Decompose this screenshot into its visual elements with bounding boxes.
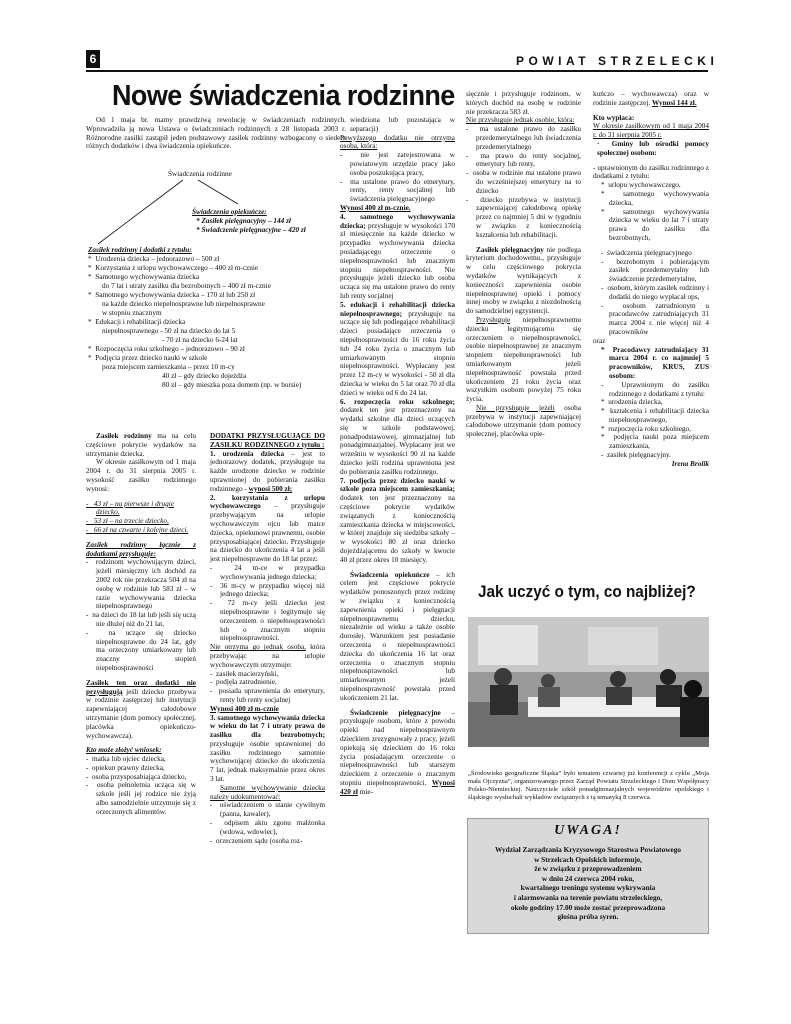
allow-item: - 70 zł na dziecko 6-24 lat: [162, 336, 238, 344]
allow-item: * Rozpoczęcia roku szkolnego – jednorazowo – 90 zł: [88, 345, 245, 353]
care-item: * Świadczenie pielęgnacyjne – 420 zł: [196, 226, 306, 234]
allow-item: do 7 lat i utraty zasiłku dla bezrobotnych – 400 zł m-cznie: [102, 282, 271, 290]
page-number: 6: [86, 50, 100, 68]
notice-title: UWAGA!: [554, 823, 622, 838]
care-title: Świadczenia opiekuńcze:: [192, 208, 267, 216]
author: Irena Brolik: [671, 459, 709, 468]
benefits-diagram: [88, 170, 360, 420]
column-3: wiedziona lub pozostająca w separacji) Powyższego dodatku nie otrzyma osoba, która: - nie jest zarejestrowana w powiatowym urzędzie pracy jako osoba poszukująca pracy, - ma ustalone prawo do emerytury, renty, renty socjalnej lub świadczenia pielęgnacyjnego Wynosi 400 zł m-cznie. 4. samotnego wychowywania dziecka; przysługuje w wysokości 170 zł miesięcznie na każde dziecko w przypadku wychowywania dziecka posiadającego orzeczenie o niepełnosprawności lub znacznym stopniu niepełnosprawności. Nie przysługuje jeżeli dziecko lub osoba ucząca się ma ustalone prawo do renty lub renty socjalnej 5. edukacji i rehabilitacji dziecka niepełnosprawnego; przysługuje na uczące się lub podlegające rehabilitacji dzieci posiadające orzeczenia o niepełnosprawności do 16 roku życia lub 24 roku życia o znacznym lub umiarkowanym stopniu niepełnosprawności. Wypłacany jest przez 12 m-cy w wysokości - 50 zł dla dziecka w wieku do 5 lat oraz 70 zł dla dzieci w wieku od 6 do 24 lat. 6. rozpoczęcia roku szkolnego; dodatek ten jest przeznaczony na wydatki szkolne dla dzieci uczących się w szkole podstawowej, ponadpodstawowej, gimnazjalnej lub ponadgimnazjalnej. Wypłacany jest we wrześniu w wysokości 90 zł na każde dziecko jeśli rodzina uprawniona jest do pobierania zasiłku rodzinnego. 7. podjęcia przez dziecko nauki w szkole poza miejscem zamieszkania; dodatek ten jest przeznaczony na częściowe pokrycie wydatków związanych z koniecznością zamieszkania dziecka w miejscowości, w której znajduje się siedziba szkoły – w wysokości 80 zł oraz dziecko dojeżdżającemu do szkoły w kwocie 40 zł przez okres 10 miesięcy. Świadczenia opiekuńcze – ich celem jest częściowe pokrycie wydatków ponoszonych przez rodzinę w związku z koniecznością zapewnienia opieki i pielęgnacji niepełnosprawnemu dziecku, niezależnie od wieku a także osobie dorosłej. Warunkiem jest posiadanie orzeczenia o niepełnosprawności dziecka do ukończenia 16 lat oraz orzeczenia o znacznym stopniu niepełnosprawności lub umiarkowanym jeżeli niepełnosprawność powstała przed ukończeniem 21 lat. Świadczenie pielęgnacyjne – przysługuje osobom, które z powodu opieki nad niepełnosprawnym dzieckiem zrezygnowały z pracy, jeżeli opiekują się dzieckiem do 16 roku życia posiadającym orzeczenie o niepełnosprawności lub starszym dzieckiem z orzeczenie o znacznym stopniu niepełnosprawności. Wynosi 420 zł mie-: [340, 116, 456, 796]
intro-paragraph: Od 1 maja br. mamy prawdziwą rewolucję w świadczeniach rodzinnych. Wprowadziła ją nowa Ustawa o świadczeniach rodzinnych z 28 listopada 2003 r. Różnorodne zasiłki zastąpił jeden podstawowy zasiłek rodzinny wzbogacony o siedem różnych dodatków i dwa świadczenia opiekuńcze.: [86, 116, 346, 151]
allow-item: * Urodzenia dziecka – jednorazowo – 500 zł: [88, 255, 220, 263]
allow-item: * Samotnego wychowywania dziecka: [88, 273, 200, 281]
allow-item: na każde dziecko niepełnosprawne lub niepełnosprawne: [102, 300, 265, 308]
article-title: Nowe świadczenia rodzinne: [112, 80, 455, 112]
allow-title: Zasiłek rodzinny i dodatki z tytułu:: [88, 246, 192, 254]
care-item: * Zasiłek pielęgnacyjny – 144 zł: [196, 217, 291, 225]
conference-photo: [468, 617, 709, 747]
allow-item: * Podjęcia przez dziecko nauki w szkole: [88, 354, 208, 362]
allow-item: w stopniu znacznym: [102, 309, 162, 317]
column-5: kuńczo – wychowawcza) oraz w rodzinie zastępczej. Wynosi 144 zł. Kto wypłaca: W okresie zasiłkowym od 1 maja 2004 r. do 31 sierpnia 2005 r. · Gminy lub ośrodki pomocy społecznej osobom: - uprawnionym do zasiłku rodzinnego z dodatkami z tytułu: * urlopu wychowawczego, * samotnego wychowywania dziecka, * samotnego wychowywania dziecka w wieku do lat 7 i utraty prawa do zasiłku dla bezrobotnych, - świadczenia pielęgnacyjnego - bezrobotnym i pobierającym zasiłek przedemerytalny lub świadczenie przedemerytalne, - osobom, którym zasiłek rodzinny i dodatki do niego wypłacał ops, - osobom zatrudnionym u pracodawców zatrudniających 31 marca 2004 r. nie więcej niż 4 pracowników oraz * Pracodawcy zatrudniający 31 marca 2004 r. co najmniej 5 pracowników, KRUS, ZUS osobom: - Uprawnionym do zasiłku rodzinnego z dodatkami z tytułu: * urodzenia dziecka, * kształcenia i rehabilitacji dziecka niepełnosprawnego, * rozpoczęcia roku szkolnego, * podjęcia nauki poza miejscem zamieszkania, - zasiłek pielęgnacyjny. Irena Brolik: [593, 90, 710, 468]
allow-item: poza miejscem zamieszkania – przez 10 m-cy: [102, 363, 235, 371]
allow-item: 40 zł – gdy dziecko dojeżdża: [162, 372, 247, 380]
column-2: DODATKI PRZYSŁUGUJĄCE DO ZASIŁKU RODZINNEGO z tytułu : 1. urodzenia dziecka – jest to jednorazowy dodatek, przysługuje na każde urodzone dziecko w rodzinie uprawnionej do pobierania zasiłku rodzinnego - wynosi 500 zł; 2. korzystania z urlopu wychowawczego – przysługuje przebywającym na urlopie wychowawczym ojcu lub matce dziecka, opiekunowi prawnemu, osobie przysposabiającej dziecko. Przysługuje na dziecko do ukończenia 4 lat a jeśli jest niepełnosprawne do 18 lat przez: - 24 m-ce w przypadku wychowywania jednego dziecka; - 36 m-cy w przypadku więcej niż jednego dziecka; - 72 m-cy jeśli dziecko jest niepełnosprawne i legitymuje się orzeczeniem o niepełnosprawności lub o znacznym stopniu niepełnosprawności. Nie otrzyma go jednak osoba, która przebywając na urlopie wychowawczym otrzymuje: - zasiłek macierzyński, - podjęła zatrudnienie, - posiada uprawnienia do emerytury, renty lub renty socjalnej Wynosi 400 zł m-cznie 3. samotnego wychowywania dziecka w wieku do lat 7 i utraty prawa do zasiłku dla bezrobotnych; przysługuje osobie uprawnionej do zasiłku rodzinnego samotnie wychowującej dziecko do ukończenia 7 lat, jednak maksymalnie przez okres 3 lat. Samotne wychowywanie dziecka należy udokumentować: - oświadczeniem o stanie cywilnym (panna, kawaler), - odpisem aktu zgonu małżonka (wdowa, wdowiec), - orzeczeniem sądu (osoba roz-: [210, 432, 326, 845]
notice-box: [467, 818, 709, 934]
running-head: POWIAT STRZELECKI: [516, 54, 719, 68]
photo-caption: „Środowisko geograficzne Śląska” było tematem czwartej już konferencji z cyklu „Moja mała Ojczyzna”, organizowanego przez Zarząd Powiatu Strzeleckiego i Dom Współpracy Polsko-Niemieckiej. Nauczyciele szkół ponadgimnazjalnych województw opolskiego i śląskiego wysłuchali wykładów związanych z tą tematyką 8 czerwca.: [468, 770, 709, 801]
allow-list: [88, 255, 360, 390]
diagram-root: Świadczenia rodzinne: [168, 170, 232, 178]
article2-title: Jak uczyć o tym, co najbliżej?: [478, 582, 696, 601]
allow-item: * Edukacji i rehabilitacji dziecka: [88, 318, 186, 326]
allow-item: niepełnosprawnego - 50 zł na dziecko do lat 5: [102, 327, 236, 335]
notice-text: Wydział Zarządzania Kryzysowego Starostwa Powiatowego w Strzelcach Opolskich informuje, że w związku z przeprowadzeniem w dniu 24 czerwca 2004 roku, kwartalnego treningu systemu wykrywania i alarmowania na terenie powiatu strzeleckiego, około godziny 17.00 może zostać przeprowadzona głośna próba syren.: [494, 845, 682, 922]
allow-item: * Korzystania z urlopu wychowawczego – 400 zł m-cznie: [88, 264, 259, 272]
header-rule: [86, 70, 708, 72]
allow-item: * Samotnego wychowywania dziecka – 170 zł lub 250 zł: [88, 291, 256, 299]
column-1: Zasiłek rodzinny ma na celu częściowe pokrycie wydatków na utrzymanie dziecka. W okresie zasiłkowym od 1 maja 2004 r. do 31 sierpnia 2005 r. wysokość zasiłku rodzinnego wynosi: - 43 zł – na pierwsze i drugie dziecko, - 53 zł – na trzecie dziecko, - 66 zł na czwarte i kolejne dzieci. Zasiłek rodzinny łącznie z dodatkami przysługuje: - rodzinom wychowującym dzieci, jeżeli miesięczny ich dochód za 2002 rok nie przekracza 504 zł na osobę w rodzinie lub 583 zł – w razie wychowywania dziecka niepełnosprawnego - na dzieci do 18 lat lub jeśli się uczą nie dłużej niż do 21 lat, - na uczące się dziecko niepełnosprawne do 24 lat, gdy ma orzeczony umiarkowany lub znaczny stopień niepełnosprawności Zasiłek ten oraz dodatki nie przysługują jeśli dziecko przebywa w rodzinie zastępczej lub instytucji zapewniającej całodobowe utrzymanie (dom pomocy społecznej, placówka opiekuńczo-wychowawcza). Kto może złożyć wniosek: - matka lub ojciec dziecka, - opiekun prawny dziecka, - osoba przysposabiająca dziecko, - osoba pełnoletnia ucząca się w szkole jeśli jej rodzice nie żyją albo samodzielnie utrzymuje się z orzeczonych alimentów.: [86, 432, 197, 816]
column-4: sięcznie i przysługuje rodzinom, w których dochód na osobę w rodzinie nie przekracza 583 zł. Nie przysługuje jednak osobie, która: - ma ustalone prawo do zasiłku przedemerytalnego lub świadczenia przedemerytalnego - ma prawo do renty socjalnej, emerytury lub renty, - osoba w rodzinie ma ustalone prawo do wcześniejszej emerytury na to dziecko - dziecko przebywa w instytucji zapewniającej całodobową opiekę przez co najmniej 5 dni w tygodniu w związku z koniecznością kształcenia lub rehabilitacji. Zasiłek pielęgnacyjny nie podlega kryterium dochodowemu., przysługuje w celu częściowego pokrycia wydatków wynikających z konieczności zapewnienia osobie niepełnosprawnej opieki i pomocy innej osoby w związku z niezdolnością do samodzielnej egzystencji. Przysługuje niepełnosprawnemu dziecku legitymującemu się orzeczeniem o niepełnosprawności, osobie niepełnosprawnej ze znacznym stopniem niepełnosprawności lub umiarkowanym jeżeli niepełnosprawność powstała przed ukończeniem 21 roku życia oraz wszystkim osobom powyżej 75 roku życia. Nie przysługuje jeżeli osoba przebywa w instytucji zapewniającej całodobowe utrzymanie (dom pomocy społecznej, placówka opie-: [466, 90, 581, 439]
allow-item: 80 zł – gdy mieszka poza domem (np. w bursie): [162, 381, 302, 389]
